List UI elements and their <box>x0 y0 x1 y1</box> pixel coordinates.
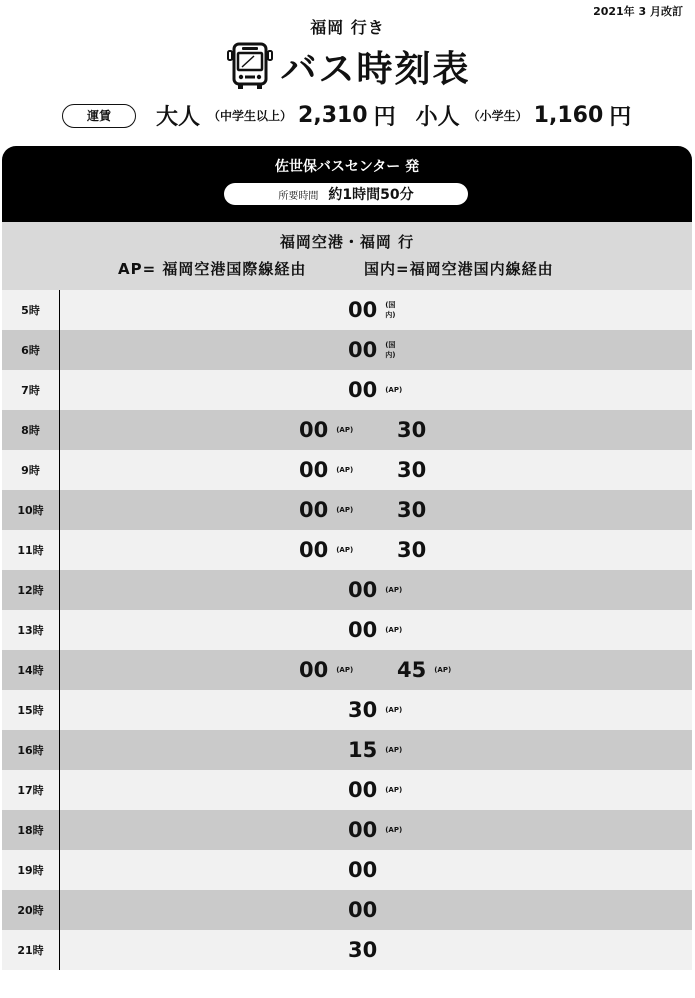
departure-times <box>60 690 692 730</box>
duration-label: 所要時間 <box>278 190 319 202</box>
route-tag: (国内) <box>385 301 396 319</box>
departure-minute: 30 <box>348 698 378 722</box>
departure <box>348 738 404 762</box>
hour-label: 19時 <box>17 864 44 877</box>
departure-minute: 00 <box>299 458 329 482</box>
route-tag: (国内) <box>385 341 396 359</box>
departure-times <box>60 410 692 450</box>
bus-icon <box>224 40 276 92</box>
departure-minute: 30 <box>397 418 427 442</box>
hour-label: 20時 <box>17 904 44 917</box>
departure-times <box>60 730 692 770</box>
hour-label: 16時 <box>17 744 44 757</box>
departure-minute: 00 <box>348 578 378 602</box>
departure <box>348 898 404 922</box>
timetable-row <box>2 810 692 850</box>
timetable-row <box>2 370 692 410</box>
departure-times <box>60 570 692 610</box>
departure-times <box>60 450 692 490</box>
departure-minute: 30 <box>397 498 427 522</box>
route-tag: (AP) <box>385 746 403 754</box>
legend-domestic: 国内=福岡空港国内線経由 <box>364 260 554 278</box>
departure <box>397 418 453 442</box>
departure <box>299 498 355 522</box>
route-tag: (AP) <box>336 666 354 674</box>
timetable-row <box>2 650 692 690</box>
departure-minute: 00 <box>348 298 378 322</box>
departure-minute: 30 <box>348 938 378 962</box>
departure-minute: 00 <box>348 618 378 642</box>
child-fare-unit: 円 <box>609 105 632 130</box>
departure-times <box>60 890 692 930</box>
departure <box>348 698 404 722</box>
departure <box>397 458 453 482</box>
origin-stop: 佐世保バスセンター 発 <box>274 159 420 175</box>
departure-minute: 00 <box>348 858 378 882</box>
timetable-row <box>2 290 692 330</box>
departure <box>397 658 453 682</box>
departure-minute: 30 <box>397 458 427 482</box>
departure-minute: 00 <box>299 418 329 442</box>
route-tag: (AP) <box>336 466 354 474</box>
page-title: バス時刻表 <box>280 48 471 90</box>
timetable-row <box>2 570 692 610</box>
timetable-row <box>2 490 692 530</box>
departure-times <box>60 770 692 810</box>
departure-minute: 00 <box>348 778 378 802</box>
route-tag: (AP) <box>336 546 354 554</box>
adult-fare-note: （中学生以上） <box>208 109 293 123</box>
route-tag: (AP) <box>336 426 354 434</box>
hour-label: 15時 <box>17 704 44 717</box>
timetable-row <box>2 770 692 810</box>
timetable-row <box>2 330 692 370</box>
departure-times <box>60 530 692 570</box>
departure <box>299 658 355 682</box>
timetable-row <box>2 930 692 970</box>
title-row <box>0 40 695 92</box>
hour-label: 10時 <box>17 504 44 517</box>
departure-times <box>60 610 692 650</box>
timetable-row <box>2 610 692 650</box>
departure <box>397 498 453 522</box>
hour-label: 8時 <box>21 424 40 437</box>
departure <box>348 818 404 842</box>
departure-minute: 00 <box>348 378 378 402</box>
departure-minute: 30 <box>397 538 427 562</box>
departure-times <box>60 370 692 410</box>
legend-ap: AP= 福岡空港国際線経由 <box>118 260 307 278</box>
route-tag: (AP) <box>385 586 403 594</box>
departure <box>348 938 404 962</box>
timetable-row <box>2 890 692 930</box>
hour-label: 5時 <box>21 304 40 317</box>
departure-minute: 00 <box>348 818 378 842</box>
departure-minute: 00 <box>299 658 329 682</box>
departure-minute: 00 <box>348 338 378 362</box>
departure-times <box>60 290 692 330</box>
fare-badge: 運賃 <box>62 104 136 128</box>
departure-times <box>60 650 692 690</box>
departure-times <box>60 850 692 890</box>
departure-times <box>60 810 692 850</box>
hour-label: 18時 <box>17 824 44 837</box>
route-tag: (AP) <box>385 786 403 794</box>
route-tag: (AP) <box>434 666 452 674</box>
route-destination: 福岡空港・福岡 行 <box>279 233 415 251</box>
fare-row <box>62 100 651 131</box>
departure <box>299 418 355 442</box>
hour-label: 7時 <box>21 384 40 397</box>
hour-label: 14時 <box>17 664 44 677</box>
hour-label: 9時 <box>21 464 40 477</box>
timetable-row <box>2 850 692 890</box>
child-fare-note: （小学生） <box>467 109 528 123</box>
duration-value: 約1時間50分 <box>328 187 414 203</box>
hour-label: 13時 <box>17 624 44 637</box>
departure <box>348 858 404 882</box>
departure <box>348 578 404 602</box>
adult-fare-label: 大人 <box>156 105 201 130</box>
departure <box>348 618 404 642</box>
hour-label: 17時 <box>17 784 44 797</box>
route-tag: (AP) <box>385 706 403 714</box>
departure-times <box>60 490 692 530</box>
timetable-row <box>2 450 692 490</box>
departure <box>348 338 404 362</box>
departure-minute: 00 <box>348 898 378 922</box>
departure <box>397 538 453 562</box>
departure-times <box>60 330 692 370</box>
route-tag: (AP) <box>336 506 354 514</box>
child-fare-label: 小人 <box>415 105 460 130</box>
duration-pill <box>224 183 468 205</box>
origin-panel <box>2 146 692 222</box>
route-subheader <box>2 222 692 290</box>
departure-minute: 15 <box>348 738 378 762</box>
child-fare-amount: 1,160 <box>533 103 604 128</box>
departure-times <box>60 930 692 970</box>
departure-minute: 45 <box>397 658 427 682</box>
adult-fare-amount: 2,310 <box>298 103 368 128</box>
hour-label: 11時 <box>17 544 44 557</box>
route-tag: (AP) <box>385 626 403 634</box>
departure <box>348 778 404 802</box>
departure <box>299 538 355 562</box>
departure <box>348 298 404 322</box>
timetable-row <box>2 530 692 570</box>
hour-label: 6時 <box>21 344 40 357</box>
departure-minute: 00 <box>299 538 329 562</box>
hour-label: 21時 <box>17 944 44 957</box>
departure <box>299 458 355 482</box>
destination-heading: 福岡 行き <box>310 18 385 37</box>
route-tag: (AP) <box>385 826 403 834</box>
timetable <box>2 290 692 970</box>
hour-label: 12時 <box>17 584 44 597</box>
departure <box>348 378 404 402</box>
timetable-row <box>2 690 692 730</box>
route-tag: (AP) <box>385 386 403 394</box>
revision-date: 2021年 3 月改訂 <box>593 5 683 18</box>
adult-fare-unit: 円 <box>373 105 396 130</box>
timetable-row <box>2 410 692 450</box>
timetable-row <box>2 730 692 770</box>
departure-minute: 00 <box>299 498 329 522</box>
